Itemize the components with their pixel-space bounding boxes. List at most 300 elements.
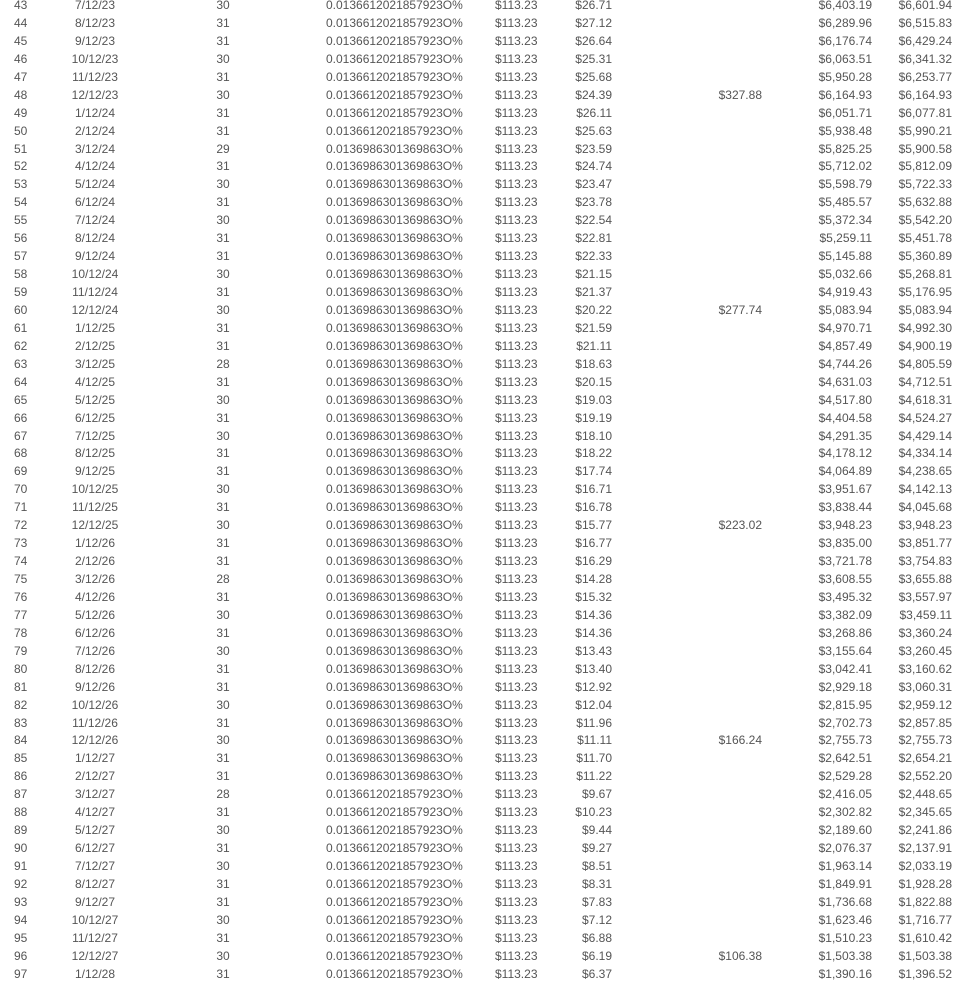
row-number: 74 bbox=[14, 554, 28, 569]
row-number: 72 bbox=[14, 518, 28, 533]
payment-date: 9/12/25 bbox=[74, 464, 116, 479]
principal-balance: $5,485.57 bbox=[818, 195, 872, 210]
principal-balance: $5,032.66 bbox=[818, 267, 872, 282]
principal-balance: $3,608.55 bbox=[818, 572, 872, 586]
row-number: 83 bbox=[14, 715, 28, 730]
payment-date: 5/12/24 bbox=[74, 177, 116, 192]
payment-amount: $113.23 bbox=[495, 338, 538, 353]
balance-with-interest: $4,238.65 bbox=[898, 464, 952, 479]
interest-amount: $26.71 bbox=[575, 0, 612, 12]
payment-date: 11/12/24 bbox=[72, 285, 118, 299]
day-count: 30 bbox=[216, 697, 230, 712]
row-number: 81 bbox=[14, 679, 28, 694]
balance-with-interest: $5,542.20 bbox=[898, 213, 952, 228]
interest-amount: $16.29 bbox=[575, 554, 612, 569]
principal-balance: $3,835.00 bbox=[818, 536, 872, 551]
payment-date: 11/12/26 bbox=[72, 715, 118, 730]
row-number: 48 bbox=[14, 87, 28, 102]
row-number: 90 bbox=[14, 841, 28, 856]
daily-rate: 0.0136986301369863O% bbox=[326, 374, 463, 389]
row-number: 51 bbox=[14, 141, 28, 156]
balance-with-interest: $6,077.81 bbox=[898, 105, 952, 120]
day-count: 31 bbox=[216, 320, 230, 335]
interest-amount: $22.81 bbox=[575, 231, 612, 246]
principal-balance: $1,390.16 bbox=[818, 966, 872, 981]
daily-rate: 0.0136986301369863O% bbox=[326, 231, 463, 246]
principal-balance: $6,051.71 bbox=[818, 105, 872, 120]
table-row bbox=[0, 69, 974, 87]
table-row bbox=[0, 51, 974, 69]
daily-rate: 0.0136986301369863O% bbox=[326, 177, 463, 192]
payment-date: 2/12/25 bbox=[74, 338, 116, 353]
table-row bbox=[0, 948, 974, 966]
payment-amount: $113.23 bbox=[495, 267, 538, 282]
principal-balance: $6,164.93 bbox=[818, 87, 872, 102]
principal-balance: $4,517.80 bbox=[818, 392, 872, 407]
payment-amount: $113.23 bbox=[495, 15, 538, 30]
interest-amount: $21.37 bbox=[575, 285, 612, 299]
row-number: 58 bbox=[14, 267, 28, 282]
payment-amount: $113.23 bbox=[495, 302, 538, 317]
interest-amount: $23.59 bbox=[575, 141, 612, 156]
payment-amount: $113.23 bbox=[495, 572, 538, 586]
payment-date: 10/12/23 bbox=[71, 51, 119, 66]
payment-amount: $113.23 bbox=[495, 320, 538, 335]
payment-amount: $113.23 bbox=[495, 859, 538, 873]
payment-amount: $113.23 bbox=[495, 715, 538, 730]
day-count: 31 bbox=[216, 123, 230, 138]
daily-rate: 0.0136986301369863O% bbox=[326, 518, 463, 533]
daily-rate: 0.0136986301369863O% bbox=[326, 213, 463, 228]
row-number: 46 bbox=[14, 51, 28, 66]
payment-amount: $113.23 bbox=[495, 966, 538, 981]
daily-rate: 0.0136986301369863O% bbox=[326, 625, 463, 640]
balance-with-interest: $3,260.45 bbox=[898, 643, 952, 658]
interest-amount: $21.11 bbox=[576, 338, 612, 353]
balance-with-interest: $4,142.13 bbox=[898, 482, 952, 497]
principal-balance: $2,642.51 bbox=[818, 751, 872, 766]
row-number: 55 bbox=[14, 213, 28, 228]
interest-amount: $20.22 bbox=[575, 302, 612, 317]
daily-rate: 0.0136612021857923O% bbox=[326, 876, 463, 891]
principal-balance: $3,268.86 bbox=[818, 625, 872, 640]
day-count: 30 bbox=[216, 267, 230, 282]
day-count: 30 bbox=[216, 0, 230, 12]
balance-with-interest: $1,503.38 bbox=[898, 948, 952, 963]
payment-date: 4/12/27 bbox=[74, 805, 116, 820]
principal-balance: $6,403.19 bbox=[818, 0, 872, 12]
table-row bbox=[0, 15, 974, 33]
row-number: 62 bbox=[14, 338, 28, 353]
payment-date: 10/12/24 bbox=[71, 267, 119, 282]
daily-rate: 0.0136986301369863O% bbox=[326, 338, 463, 353]
payment-date: 5/12/26 bbox=[74, 607, 116, 622]
interest-amount: $18.10 bbox=[575, 428, 612, 443]
daily-rate: 0.0136986301369863O% bbox=[326, 554, 463, 569]
row-number: 91 bbox=[14, 859, 28, 873]
interest-amount: $14.36 bbox=[575, 625, 612, 640]
balance-with-interest: $2,959.12 bbox=[898, 697, 952, 712]
day-count: 30 bbox=[216, 302, 230, 317]
table-row bbox=[0, 715, 974, 733]
day-count: 30 bbox=[216, 607, 230, 622]
principal-balance: $5,938.48 bbox=[818, 123, 872, 138]
interest-amount: $21.15 bbox=[575, 267, 612, 282]
table-row bbox=[0, 266, 974, 284]
row-number: 94 bbox=[14, 912, 28, 927]
balance-with-interest: $4,992.30 bbox=[898, 320, 952, 335]
principal-balance: $4,404.58 bbox=[818, 410, 872, 425]
interest-amount: $16.78 bbox=[575, 500, 612, 515]
interest-amount: $13.43 bbox=[575, 643, 612, 658]
balance-with-interest: $5,451.78 bbox=[898, 231, 952, 246]
daily-rate: 0.0136986301369863O% bbox=[326, 392, 463, 407]
day-count: 31 bbox=[216, 464, 230, 479]
daily-rate: 0.0136986301369863O% bbox=[326, 410, 463, 425]
row-number: 61 bbox=[14, 320, 28, 335]
payment-amount: $113.23 bbox=[495, 177, 538, 192]
day-count: 31 bbox=[216, 285, 230, 299]
principal-balance: $4,970.71 bbox=[818, 320, 872, 335]
day-count: 28 bbox=[216, 356, 230, 371]
table-row bbox=[0, 481, 974, 499]
balance-with-interest: $4,524.27 bbox=[898, 410, 952, 425]
payment-amount: $113.23 bbox=[495, 554, 538, 569]
principal-balance: $4,291.35 bbox=[818, 428, 872, 443]
payment-amount: $113.23 bbox=[495, 482, 538, 497]
daily-rate: 0.0136986301369863O% bbox=[326, 285, 463, 299]
interest-amount: $18.22 bbox=[575, 446, 612, 461]
table-row bbox=[0, 966, 974, 984]
day-count: 31 bbox=[216, 751, 230, 766]
row-number: 53 bbox=[14, 177, 28, 192]
table-row bbox=[0, 517, 974, 535]
balance-with-interest: $3,060.31 bbox=[898, 679, 952, 694]
row-number: 88 bbox=[14, 805, 28, 820]
principal-balance: $2,076.37 bbox=[818, 841, 872, 856]
interest-amount: $6.19 bbox=[581, 948, 612, 963]
day-count: 31 bbox=[216, 625, 230, 640]
payment-date: 5/12/25 bbox=[74, 392, 116, 407]
interest-amount: $8.51 bbox=[581, 859, 612, 873]
daily-rate: 0.0136986301369863O% bbox=[326, 751, 463, 766]
day-count: 31 bbox=[216, 536, 230, 551]
payment-date: 12/12/26 bbox=[71, 733, 119, 748]
payment-amount: $113.23 bbox=[495, 374, 538, 389]
payment-amount: $113.23 bbox=[495, 428, 538, 443]
day-count: 31 bbox=[216, 69, 230, 84]
balance-with-interest: $6,253.77 bbox=[898, 69, 952, 84]
daily-rate: 0.0136986301369863O% bbox=[326, 159, 463, 174]
daily-rate: 0.0136986301369863O% bbox=[326, 267, 463, 282]
balance-with-interest: $6,341.32 bbox=[898, 51, 952, 66]
balance-with-interest: $4,805.59 bbox=[898, 356, 952, 371]
table-row bbox=[0, 302, 974, 320]
day-count: 31 bbox=[216, 446, 230, 461]
row-number: 60 bbox=[14, 302, 28, 317]
payment-date: 12/12/27 bbox=[71, 948, 119, 963]
row-number: 71 bbox=[14, 500, 28, 515]
day-count: 30 bbox=[216, 428, 230, 443]
table-row bbox=[0, 248, 974, 266]
interest-amount: $22.33 bbox=[575, 249, 612, 264]
interest-amount: $11.22 bbox=[576, 769, 612, 784]
interest-amount: $6.37 bbox=[581, 966, 612, 981]
daily-rate: 0.0136986301369863O% bbox=[326, 482, 463, 497]
payment-amount: $113.23 bbox=[495, 805, 538, 820]
interest-amount: $26.64 bbox=[575, 33, 612, 48]
principal-balance: $4,064.89 bbox=[818, 464, 872, 479]
interest-amount: $6.88 bbox=[581, 930, 612, 945]
payment-amount: $113.23 bbox=[495, 0, 538, 12]
principal-balance: $5,145.88 bbox=[818, 249, 872, 264]
daily-rate: 0.0136612021857923O% bbox=[326, 33, 463, 48]
row-number: 92 bbox=[14, 876, 28, 891]
balance-with-interest: $6,164.93 bbox=[898, 87, 952, 102]
day-count: 31 bbox=[216, 159, 230, 174]
day-count: 30 bbox=[216, 392, 230, 407]
payment-amount: $113.23 bbox=[495, 500, 538, 515]
daily-rate: 0.0136612021857923O% bbox=[326, 0, 463, 12]
interest-amount: $11.96 bbox=[576, 715, 612, 730]
payment-date: 4/12/25 bbox=[74, 374, 116, 389]
payment-amount: $113.23 bbox=[495, 105, 538, 120]
capitalized-interest: $106.38 bbox=[718, 948, 762, 963]
daily-rate: 0.0136612021857923O% bbox=[326, 894, 463, 909]
row-number: 59 bbox=[14, 285, 28, 299]
interest-amount: $9.67 bbox=[581, 787, 612, 802]
balance-with-interest: $4,429.14 bbox=[898, 428, 952, 443]
balance-with-interest: $3,459.11 bbox=[899, 607, 952, 622]
day-count: 31 bbox=[216, 374, 230, 389]
payment-amount: $113.23 bbox=[495, 948, 538, 963]
payment-date: 8/12/26 bbox=[74, 661, 116, 676]
row-number: 75 bbox=[14, 572, 28, 586]
balance-with-interest: $3,851.77 bbox=[898, 536, 952, 551]
payment-date: 9/12/27 bbox=[74, 894, 116, 909]
row-number: 50 bbox=[14, 123, 28, 138]
daily-rate: 0.0136986301369863O% bbox=[326, 679, 463, 694]
day-count: 28 bbox=[216, 572, 230, 586]
table-row bbox=[0, 607, 974, 625]
payment-date: 1/12/28 bbox=[74, 966, 116, 981]
payment-date: 2/12/24 bbox=[74, 123, 116, 138]
table-row bbox=[0, 930, 974, 948]
payment-amount: $113.23 bbox=[495, 33, 538, 48]
payment-date: 10/12/25 bbox=[71, 482, 119, 497]
principal-balance: $5,712.02 bbox=[818, 159, 872, 174]
table-row bbox=[0, 176, 974, 194]
daily-rate: 0.0136986301369863O% bbox=[326, 715, 463, 730]
payment-date: 1/12/25 bbox=[74, 320, 116, 335]
principal-balance: $3,951.67 bbox=[818, 482, 872, 497]
daily-rate: 0.0136612021857923O% bbox=[326, 841, 463, 856]
row-number: 67 bbox=[14, 428, 28, 443]
interest-amount: $25.31 bbox=[575, 51, 612, 66]
daily-rate: 0.0136986301369863O% bbox=[326, 446, 463, 461]
table-row bbox=[0, 445, 974, 463]
principal-balance: $3,948.23 bbox=[818, 518, 872, 533]
payment-amount: $113.23 bbox=[495, 141, 538, 156]
payment-date: 11/12/23 bbox=[72, 69, 118, 84]
row-number: 52 bbox=[14, 159, 28, 174]
principal-balance: $3,495.32 bbox=[818, 589, 872, 604]
principal-balance: $2,755.73 bbox=[818, 733, 872, 748]
interest-amount: $7.12 bbox=[581, 912, 612, 927]
principal-balance: $2,702.73 bbox=[818, 715, 872, 730]
payment-amount: $113.23 bbox=[495, 661, 538, 676]
day-count: 31 bbox=[216, 15, 230, 30]
interest-amount: $15.77 bbox=[575, 518, 612, 533]
day-count: 30 bbox=[216, 177, 230, 192]
balance-with-interest: $1,396.52 bbox=[898, 966, 952, 981]
interest-amount: $24.74 bbox=[575, 159, 612, 174]
day-count: 31 bbox=[216, 338, 230, 353]
table-row bbox=[0, 732, 974, 750]
daily-rate: 0.0136612021857923O% bbox=[326, 123, 463, 138]
interest-amount: $9.44 bbox=[581, 823, 612, 838]
principal-balance: $2,529.28 bbox=[818, 769, 872, 784]
day-count: 31 bbox=[216, 715, 230, 730]
interest-amount: $23.78 bbox=[575, 195, 612, 210]
payment-amount: $113.23 bbox=[495, 823, 538, 838]
table-row bbox=[0, 105, 974, 123]
day-count: 31 bbox=[216, 769, 230, 784]
daily-rate: 0.0136612021857923O% bbox=[326, 912, 463, 927]
row-number: 80 bbox=[14, 661, 28, 676]
payment-date: 3/12/26 bbox=[74, 572, 116, 586]
balance-with-interest: $5,812.09 bbox=[898, 159, 952, 174]
payment-date: 7/12/27 bbox=[74, 859, 116, 873]
interest-amount: $12.04 bbox=[575, 697, 612, 712]
daily-rate: 0.0136986301369863O% bbox=[326, 536, 463, 551]
payment-date: 8/12/24 bbox=[74, 231, 116, 246]
daily-rate: 0.0136612021857923O% bbox=[326, 859, 463, 873]
balance-with-interest: $5,632.88 bbox=[898, 195, 952, 210]
balance-with-interest: $2,033.19 bbox=[898, 859, 952, 873]
payment-amount: $113.23 bbox=[495, 213, 538, 228]
day-count: 31 bbox=[216, 231, 230, 246]
payment-date: 6/12/25 bbox=[74, 410, 116, 425]
interest-amount: $20.15 bbox=[575, 374, 612, 389]
table-row bbox=[0, 661, 974, 679]
principal-balance: $5,950.28 bbox=[818, 69, 872, 84]
payment-date: 10/12/26 bbox=[71, 697, 119, 712]
daily-rate: 0.0136986301369863O% bbox=[326, 320, 463, 335]
principal-balance: $5,259.11 bbox=[819, 231, 872, 246]
balance-with-interest: $1,610.42 bbox=[898, 930, 952, 945]
principal-balance: $4,178.12 bbox=[818, 446, 872, 461]
table-row bbox=[0, 912, 974, 930]
payment-amount: $113.23 bbox=[495, 51, 538, 66]
payment-amount: $113.23 bbox=[495, 841, 538, 856]
principal-balance: $6,176.74 bbox=[818, 33, 872, 48]
row-number: 43 bbox=[14, 0, 28, 12]
day-count: 28 bbox=[216, 787, 230, 802]
row-number: 65 bbox=[14, 392, 28, 407]
payment-amount: $113.23 bbox=[495, 446, 538, 461]
balance-with-interest: $6,601.94 bbox=[898, 0, 952, 12]
day-count: 31 bbox=[216, 105, 230, 120]
day-count: 31 bbox=[216, 930, 230, 945]
interest-amount: $17.74 bbox=[575, 464, 612, 479]
table-row bbox=[0, 822, 974, 840]
payment-amount: $113.23 bbox=[495, 249, 538, 264]
payment-date: 6/12/24 bbox=[74, 195, 116, 210]
payment-date: 6/12/26 bbox=[74, 625, 116, 640]
principal-balance: $2,929.18 bbox=[818, 679, 872, 694]
day-count: 31 bbox=[216, 966, 230, 981]
balance-with-interest: $2,654.21 bbox=[898, 751, 952, 766]
payment-date: 4/12/24 bbox=[74, 159, 116, 174]
table-row bbox=[0, 625, 974, 643]
balance-with-interest: $4,900.19 bbox=[898, 338, 952, 353]
payment-date: 12/12/23 bbox=[71, 87, 119, 102]
day-count: 31 bbox=[216, 589, 230, 604]
payment-date: 1/12/24 bbox=[74, 105, 116, 120]
principal-balance: $2,302.82 bbox=[818, 805, 872, 820]
daily-rate: 0.0136986301369863O% bbox=[326, 697, 463, 712]
table-row bbox=[0, 499, 974, 517]
row-number: 86 bbox=[14, 769, 28, 784]
interest-amount: $26.11 bbox=[576, 105, 612, 120]
row-number: 76 bbox=[14, 589, 28, 604]
day-count: 30 bbox=[216, 87, 230, 102]
row-number: 64 bbox=[14, 374, 28, 389]
principal-balance: $3,838.44 bbox=[818, 500, 872, 515]
payment-date: 4/12/26 bbox=[74, 589, 116, 604]
balance-with-interest: $5,360.89 bbox=[898, 249, 952, 264]
payment-amount: $113.23 bbox=[495, 787, 538, 802]
interest-amount: $22.54 bbox=[575, 213, 612, 228]
day-count: 31 bbox=[216, 876, 230, 891]
principal-balance: $2,189.60 bbox=[818, 823, 872, 838]
balance-with-interest: $2,241.86 bbox=[898, 823, 952, 838]
daily-rate: 0.0136986301369863O% bbox=[326, 302, 463, 317]
row-number: 69 bbox=[14, 464, 28, 479]
interest-amount: $25.68 bbox=[575, 69, 612, 84]
daily-rate: 0.0136612021857923O% bbox=[326, 787, 463, 802]
interest-amount: $14.36 bbox=[575, 607, 612, 622]
table-row bbox=[0, 158, 974, 176]
interest-amount: $11.11 bbox=[577, 733, 612, 748]
principal-balance: $3,721.78 bbox=[818, 554, 872, 569]
payment-amount: $113.23 bbox=[495, 930, 538, 945]
daily-rate: 0.0136986301369863O% bbox=[326, 249, 463, 264]
daily-rate: 0.0136986301369863O% bbox=[326, 733, 463, 748]
row-number: 56 bbox=[14, 231, 28, 246]
daily-rate: 0.0136612021857923O% bbox=[326, 87, 463, 102]
row-number: 70 bbox=[14, 482, 28, 497]
payment-amount: $113.23 bbox=[495, 733, 538, 748]
table-row bbox=[0, 123, 974, 141]
payment-date: 12/12/24 bbox=[71, 302, 119, 317]
day-count: 31 bbox=[216, 249, 230, 264]
principal-balance: $4,744.26 bbox=[818, 356, 872, 371]
table-row bbox=[0, 141, 974, 159]
table-row bbox=[0, 876, 974, 894]
principal-balance: $4,631.03 bbox=[818, 374, 872, 389]
daily-rate: 0.0136986301369863O% bbox=[326, 572, 463, 586]
payment-date: 8/12/27 bbox=[74, 876, 116, 891]
row-number: 89 bbox=[14, 823, 28, 838]
payment-amount: $113.23 bbox=[495, 769, 538, 784]
capitalized-interest: $327.88 bbox=[718, 87, 762, 102]
interest-amount: $8.31 bbox=[581, 876, 612, 891]
table-row bbox=[0, 697, 974, 715]
day-count: 30 bbox=[216, 733, 230, 748]
payment-amount: $113.23 bbox=[495, 625, 538, 640]
